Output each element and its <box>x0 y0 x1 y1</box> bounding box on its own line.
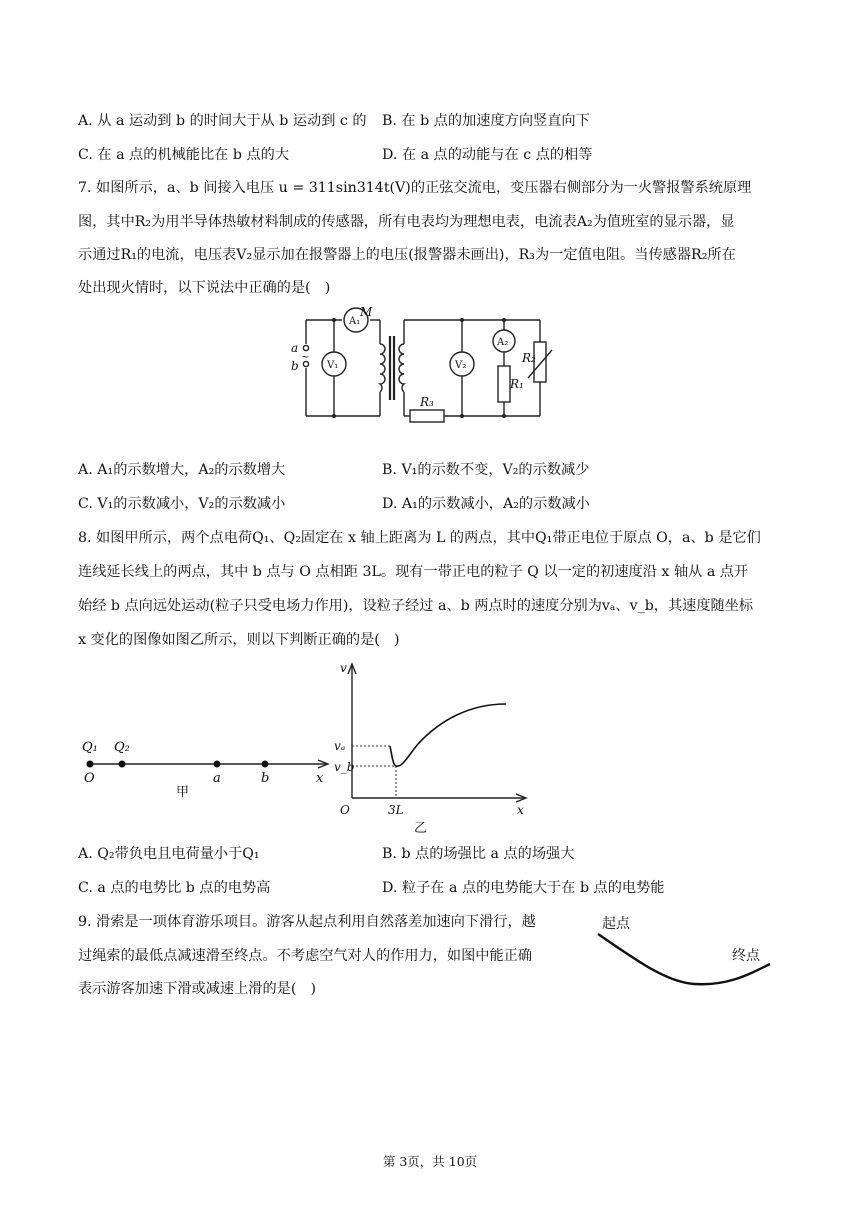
q7-stem-line2: 图，其中R₂为用半导体热敏材料制成的传感器，所有电表均为理想电表，电流表A₂为值班室的显示器，显 <box>78 214 735 230</box>
q6-option-a: A. 从 a 运动到 b 的时间大于从 b 运动到 c 的 <box>78 113 367 129</box>
q7-option-c: C. V₁的示数减小，V₂的示数减小 <box>78 496 286 512</box>
q8-stem-line3: 始经 b 点向远处运动(粒子只受电场力作用)，设粒子经过 a、b 两点时的速度分别为vₐ、v_b，其速度随坐标 <box>78 598 754 614</box>
point-b-label: b <box>261 771 270 786</box>
q9-zipline-diagram <box>586 904 776 994</box>
q6-option-b: B. 在 b 点的加速度方向竖直向下 <box>382 113 590 129</box>
q8-stem-line1: 8. 如图甲所示，两个点电荷Q₁、Q₂固定在 x 轴上距离为 L 的两点，其中Q₁带正电位于原点 O，a、b 是它们 <box>78 530 761 546</box>
figure-yi-caption: 乙 <box>414 821 428 836</box>
q8-option-c: C. a 点的电势比 b 点的电势高 <box>78 880 271 896</box>
q9-stem-line1: 9. 滑索是一项体育游乐项目。游客从起点利用自然落差加速向下滑行，越 <box>78 914 536 930</box>
vb-tick-label: v_b <box>334 760 355 774</box>
q7-option-d: D. A₁的示数减小，A₂的示数减小 <box>382 496 590 512</box>
x-axis-label-yi: x <box>517 803 524 817</box>
point-a-label: a <box>213 771 221 786</box>
page-number-footer: 第 3页，共 10页 <box>382 1154 478 1169</box>
q8-option-d: D. 粒子在 a 点的电势能大于在 b 点的电势能 <box>382 880 665 896</box>
q8-option-b: B. b 点的场强比 a 点的场强大 <box>382 846 575 862</box>
resistor-r2-label: R₂ <box>522 351 536 365</box>
terminal-b-label: b <box>291 359 299 373</box>
q8-figure-jia <box>78 732 340 802</box>
q2-label: Q₂ <box>114 740 130 755</box>
q9-stem-line3: 表示游客加速下滑或减速上滑的是( ) <box>78 981 317 997</box>
q7-stem-line3: 示通过R₁的电流，电压表V₂显示加在报警器上的电压(报警器未画出)，R₃为一定值电阻。当传感器R₂所在 <box>78 247 736 263</box>
q7-circuit-diagram <box>282 306 554 430</box>
ammeter-a1-label: A₁ <box>349 316 361 327</box>
q8-figure-yi <box>330 660 540 836</box>
resistor-r1-label: R₁ <box>510 377 524 391</box>
origin-o-label: O <box>84 771 95 786</box>
ac-source-symbol: ~ <box>301 352 310 363</box>
q7-option-b: B. V₁的示数不变，V₂的示数减少 <box>382 462 590 478</box>
x-axis-label: x <box>316 771 324 786</box>
terminal-a-label: a <box>291 341 299 355</box>
transformer-m-label: M <box>360 306 373 319</box>
voltmeter-v1-label: V₁ <box>327 360 339 371</box>
q6-option-d: D. 在 a 点的动能与在 c 点的相等 <box>382 147 593 163</box>
q7-option-a: A. A₁的示数增大，A₂的示数增大 <box>78 462 286 478</box>
va-tick-label: vₐ <box>334 739 346 753</box>
3l-tick-label: 3L <box>388 803 404 817</box>
q8-stem-line4: x 变化的图像如图乙所示，则以下判断正确的是( ) <box>78 632 400 648</box>
q9-stem-line2: 过绳索的最低点减速滑至终点。不考虑空气对人的作用力，如图中能正确 <box>78 948 533 964</box>
q6-option-c: C. 在 a 点的机械能比在 b 点的大 <box>78 147 290 163</box>
start-point-label: 起点 <box>602 916 630 932</box>
figure-jia-caption: 甲 <box>176 785 190 800</box>
voltmeter-v2-label: V₂ <box>455 360 467 371</box>
resistor-r3-label: R₃ <box>420 395 434 409</box>
q1-label: Q₁ <box>82 740 98 755</box>
end-point-label: 终点 <box>732 948 760 964</box>
q8-stem-line2: 连线延长线上的两点，其中 b 点与 O 点相距 3L。现有一带正电的粒子 Q 以一定的初速度沿 x 轴从 a 点开 <box>78 564 749 580</box>
q7-stem-line1: 7. 如图所示，a、b 间接入电压 u = 311sin314t(V)的正弦交流电，变压器右侧部分为一火警报警系统原理 <box>78 180 752 196</box>
ammeter-a2-label: A₂ <box>497 337 509 348</box>
v-axis-label: v <box>340 661 347 675</box>
origin-o-label-yi: O <box>340 803 350 817</box>
q7-stem-line4: 处出现火情时，以下说法中正确的是( ) <box>78 280 331 296</box>
q8-option-a: A. Q₂带负电且电荷量小于Q₁ <box>78 846 260 862</box>
